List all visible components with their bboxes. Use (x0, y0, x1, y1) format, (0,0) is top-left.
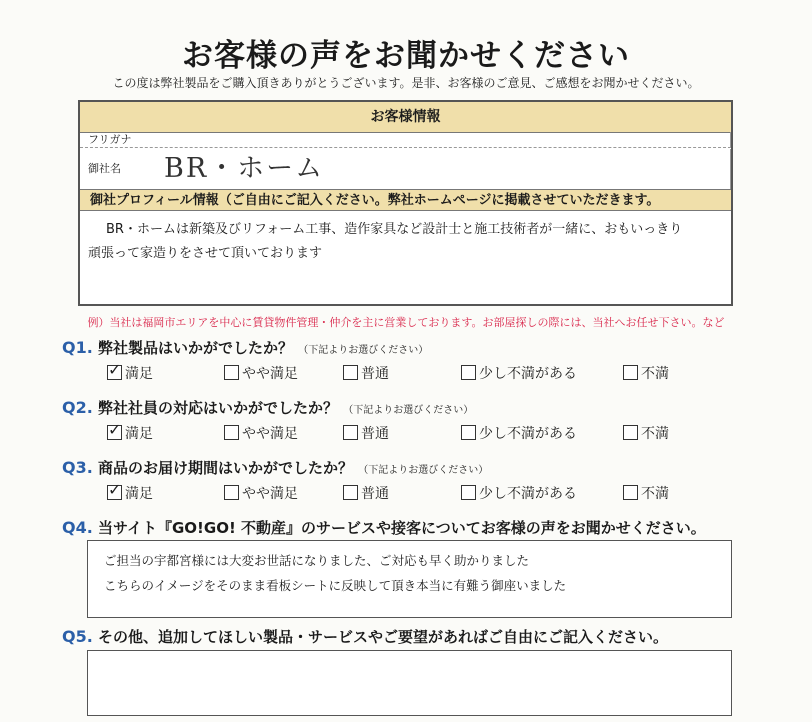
option-label: 少し不満がある (479, 426, 577, 442)
checkbox-checked-icon[interactable] (107, 365, 122, 380)
customer-info-table (78, 100, 733, 306)
option-label: 普通 (361, 426, 389, 442)
option-label: 満足 (125, 426, 153, 442)
checkbox-icon[interactable] (343, 485, 358, 500)
q3-option-somewhat-satisfied[interactable] (224, 483, 298, 503)
q1-option-somewhat-dissatisfied[interactable] (461, 363, 577, 383)
question-3 (62, 457, 488, 478)
q5-answer-field[interactable] (87, 650, 732, 716)
checkbox-icon[interactable] (343, 425, 358, 440)
q1-option-satisfied[interactable] (107, 363, 153, 383)
question-4-text: 当サイト『GO!GO! 不動産』のサービスや接客についてお客様の声をお聞かせください。 (98, 519, 706, 537)
q4-answer-line-1: ご担当の宇都宮様には大変お世話になりました、ご対応も早く助かりました (104, 553, 530, 568)
q3-option-neutral[interactable] (343, 483, 389, 503)
q1-option-neutral[interactable] (343, 363, 389, 383)
profile-header: 御社プロフィール情報（ご自由にご記入ください。弊社ホームページに掲載させていただきます。 (80, 189, 731, 211)
customer-info-header: お客様情報 (80, 102, 731, 133)
q1-option-dissatisfied[interactable] (623, 363, 669, 383)
checkbox-checked-icon[interactable] (107, 425, 122, 440)
option-label: 不満 (641, 426, 669, 442)
page-title: お客様の声をお聞かせください (182, 38, 630, 74)
checkbox-icon[interactable] (461, 365, 476, 380)
checkbox-icon[interactable] (461, 425, 476, 440)
q2-option-somewhat-satisfied[interactable] (224, 423, 298, 443)
question-5 (62, 626, 668, 647)
q4-answer-field[interactable] (87, 540, 732, 618)
option-label: 満足 (125, 366, 153, 382)
question-3-text: 商品のお届け期間はいかがでしたか？ (98, 459, 354, 477)
question-2 (62, 397, 473, 418)
option-label: 不満 (641, 486, 669, 502)
checkbox-icon[interactable] (461, 485, 476, 500)
question-4-number: Q4. (62, 518, 93, 537)
checkbox-icon[interactable] (224, 425, 239, 440)
question-4 (62, 517, 706, 538)
q2-option-neutral[interactable] (343, 423, 389, 443)
option-label: 普通 (361, 366, 389, 382)
profile-text-field[interactable]: BR・ホームは新築及びリフォーム工事、造作家具など設計士と施工技術者が一緒に、おもいっきり頑張って家造りをさせて頂いております (88, 222, 683, 261)
option-label: 普通 (361, 486, 389, 502)
question-1-number: Q1. (62, 338, 93, 357)
option-label: 満足 (125, 486, 153, 502)
question-2-note: （下記よりお選びください） (343, 405, 474, 416)
question-2-number: Q2. (62, 398, 93, 417)
question-5-text: その他、追加してほしい製品・サービスやご要望があればご自由にご記入ください。 (98, 628, 669, 646)
checkbox-icon[interactable] (623, 365, 638, 380)
checkbox-icon[interactable] (623, 485, 638, 500)
company-label: 御社名 (80, 149, 731, 189)
q3-option-somewhat-dissatisfied[interactable] (461, 483, 577, 503)
checkbox-icon[interactable] (623, 425, 638, 440)
q1-option-somewhat-satisfied[interactable] (224, 363, 298, 383)
q4-answer-line-2: こちらのイメージをそのまま看板シートに反映して頂き本当に有難う御座いました (104, 578, 567, 593)
option-label: やや満足 (242, 426, 298, 442)
question-2-text: 弊社社員の対応はいかがでしたか？ (98, 399, 339, 417)
q3-option-dissatisfied[interactable] (623, 483, 669, 503)
option-label: 少し不満がある (479, 486, 577, 502)
q2-option-dissatisfied[interactable] (623, 423, 669, 443)
checkbox-checked-icon[interactable] (107, 485, 122, 500)
checkbox-icon[interactable] (224, 485, 239, 500)
question-1-text: 弊社製品はいかがでしたか？ (98, 339, 294, 357)
option-label: やや満足 (242, 486, 298, 502)
question-3-number: Q3. (62, 458, 93, 477)
q2-option-somewhat-dissatisfied[interactable] (461, 423, 577, 443)
checkbox-icon[interactable] (224, 365, 239, 380)
option-label: やや満足 (242, 366, 298, 382)
question-1-note: （下記よりお選びください） (298, 345, 429, 356)
furigana-label: フリガナ (80, 132, 731, 148)
q3-option-satisfied[interactable] (107, 483, 153, 503)
question-5-number: Q5. (62, 627, 93, 646)
question-3-note: （下記よりお選びください） (358, 465, 489, 476)
question-1 (62, 337, 428, 358)
option-label: 不満 (641, 366, 669, 382)
option-label: 少し不満がある (479, 366, 577, 382)
q2-option-satisfied[interactable] (107, 423, 153, 443)
example-note: 例）当社は福岡市エリアを中心に賃貸物件管理・仲介を主に営業しております。お部屋探しの際には、当社へお任せ下さい。など (87, 316, 725, 329)
company-name-field[interactable]: BR・ホーム (164, 153, 325, 184)
checkbox-icon[interactable] (343, 365, 358, 380)
page-subtitle: この度は弊社製品をご購入頂きありがとうございます。是非、お客様のご意見、ご感想をお聞かせください。 (112, 76, 700, 90)
